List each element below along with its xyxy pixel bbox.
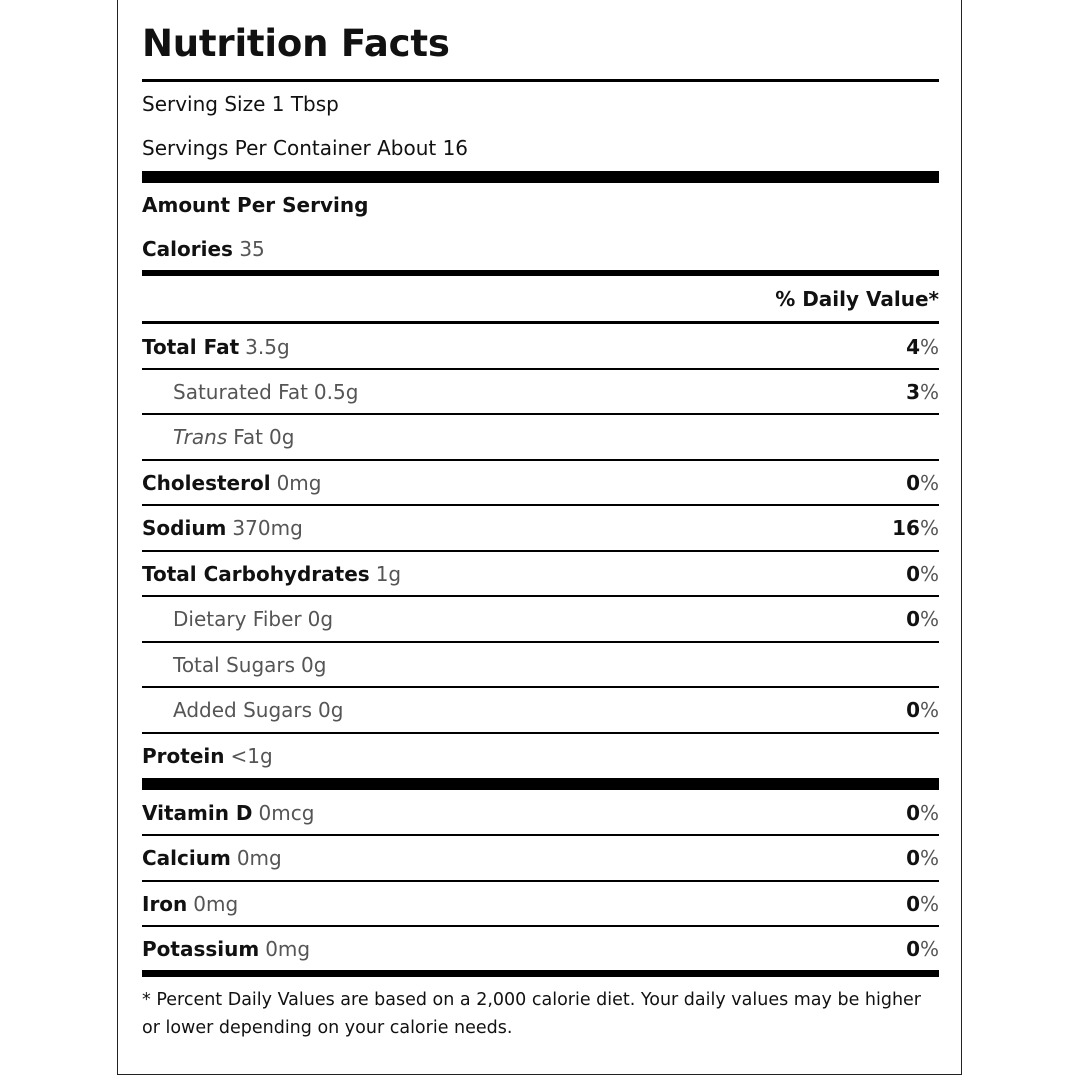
daily-value-number: 0 bbox=[906, 470, 920, 495]
nutrient-amount: 0mg bbox=[276, 470, 322, 495]
nutrient-row-sodium bbox=[142, 505, 939, 550]
serving-size: Serving Size 1 Tbsp bbox=[142, 92, 339, 116]
nutrient-row-trans-fat bbox=[142, 414, 939, 459]
vitamin-row-potassium bbox=[142, 926, 939, 971]
percent-sign: % bbox=[919, 561, 939, 586]
amount-per-serving: Amount Per Serving bbox=[142, 193, 369, 217]
nutrient-row-cholesterol bbox=[142, 460, 939, 505]
nutrient-row-total-sugars bbox=[142, 642, 939, 687]
daily-value-number: 3 bbox=[906, 379, 920, 404]
nutrient-amount: 0g bbox=[301, 652, 327, 677]
nutrient-name: Sodium bbox=[142, 515, 227, 540]
footnote: * Percent Daily Values are based on a 2,000 calorie diet. Your daily values may be higher or lower depending on your calorie needs. bbox=[142, 990, 922, 1038]
nutrition-label bbox=[117, 0, 962, 1075]
nutrient-name: Total Fat bbox=[142, 334, 240, 359]
nutrient-amount: 0g bbox=[269, 424, 295, 449]
percent-sign: % bbox=[919, 697, 939, 722]
nutrient-name-italic: Trans bbox=[173, 424, 228, 449]
percent-sign: % bbox=[919, 379, 939, 404]
percent-sign: % bbox=[919, 936, 939, 961]
nutrient-name: Saturated Fat bbox=[173, 379, 308, 404]
nutrient-name: Cholesterol bbox=[142, 470, 271, 495]
percent-sign: % bbox=[919, 470, 939, 495]
vitamin-row-vitamin-d bbox=[142, 790, 939, 835]
nutrient-name: Dietary Fiber bbox=[173, 606, 302, 631]
nutrient-row-dietary-fiber bbox=[142, 596, 939, 641]
nutrient-amount: 370mg bbox=[232, 515, 303, 540]
medium-divider bbox=[142, 270, 939, 276]
vitamin-amount: 0mg bbox=[236, 845, 282, 870]
thick-divider bbox=[142, 171, 939, 183]
vitamin-amount: 0mg bbox=[265, 936, 311, 961]
nutrient-name: Total Carbohydrates bbox=[142, 561, 370, 586]
percent-sign: % bbox=[919, 334, 939, 359]
servings-per-container: Servings Per Container About 16 bbox=[142, 136, 469, 160]
daily-value-number: 4 bbox=[906, 334, 920, 359]
nutrient-amount: 0g bbox=[318, 697, 344, 722]
vitamin-name: Calcium bbox=[142, 845, 231, 870]
nutrient-row-total-fat bbox=[142, 324, 939, 369]
nutrient-row-added-sugars bbox=[142, 687, 939, 732]
percent-sign: % bbox=[919, 800, 939, 825]
daily-value-header: % Daily Value* bbox=[775, 287, 939, 311]
vitamin-name: Iron bbox=[142, 891, 188, 916]
vitamin-row-calcium bbox=[142, 835, 939, 880]
vitamin-row-iron bbox=[142, 881, 939, 926]
daily-value-number: 0 bbox=[906, 800, 920, 825]
nutrient-amount: 0.5g bbox=[313, 379, 359, 404]
daily-value-number: 0 bbox=[906, 845, 920, 870]
nutrient-amount: 3.5g bbox=[245, 334, 290, 359]
daily-value-number: 0 bbox=[906, 697, 920, 722]
nutrient-row-total-carbohydrates bbox=[142, 551, 939, 596]
nutrient-row-saturated-fat bbox=[142, 369, 939, 414]
daily-value-number: 0 bbox=[906, 561, 920, 586]
nutrient-name: Protein bbox=[142, 743, 225, 768]
title-divider bbox=[142, 79, 939, 82]
daily-value-number: 0 bbox=[906, 606, 920, 631]
nutrient-amount: 1g bbox=[375, 561, 402, 586]
nutrient-name: Added Sugars bbox=[173, 697, 313, 722]
percent-sign: % bbox=[919, 891, 939, 916]
vitamin-amount: 0mg bbox=[193, 891, 239, 916]
vitamin-name: Potassium bbox=[142, 936, 260, 961]
nutrient-amount: <1g bbox=[230, 743, 273, 768]
percent-sign: % bbox=[919, 606, 939, 631]
vitamin-name: Vitamin D bbox=[142, 800, 253, 825]
nutrient-amount: 0g bbox=[307, 606, 334, 631]
vitamin-amount: 0mcg bbox=[258, 800, 315, 825]
nutrient-row-protein bbox=[142, 733, 939, 778]
nutrient-name: Total Sugars bbox=[173, 652, 296, 677]
daily-value-number: 0 bbox=[906, 891, 920, 916]
calories-row bbox=[142, 239, 265, 259]
label-title: Nutrition Facts bbox=[142, 22, 450, 65]
daily-value-number: 0 bbox=[906, 936, 920, 961]
thick-divider bbox=[142, 778, 939, 790]
daily-value-number: 16 bbox=[892, 515, 920, 540]
percent-sign: % bbox=[919, 515, 939, 540]
percent-sign: % bbox=[919, 845, 939, 870]
calories-label: Calories bbox=[142, 237, 233, 261]
calories-value: 35 bbox=[239, 237, 265, 261]
nutrient-name: Fat bbox=[233, 424, 264, 449]
bottom-divider bbox=[142, 970, 939, 977]
